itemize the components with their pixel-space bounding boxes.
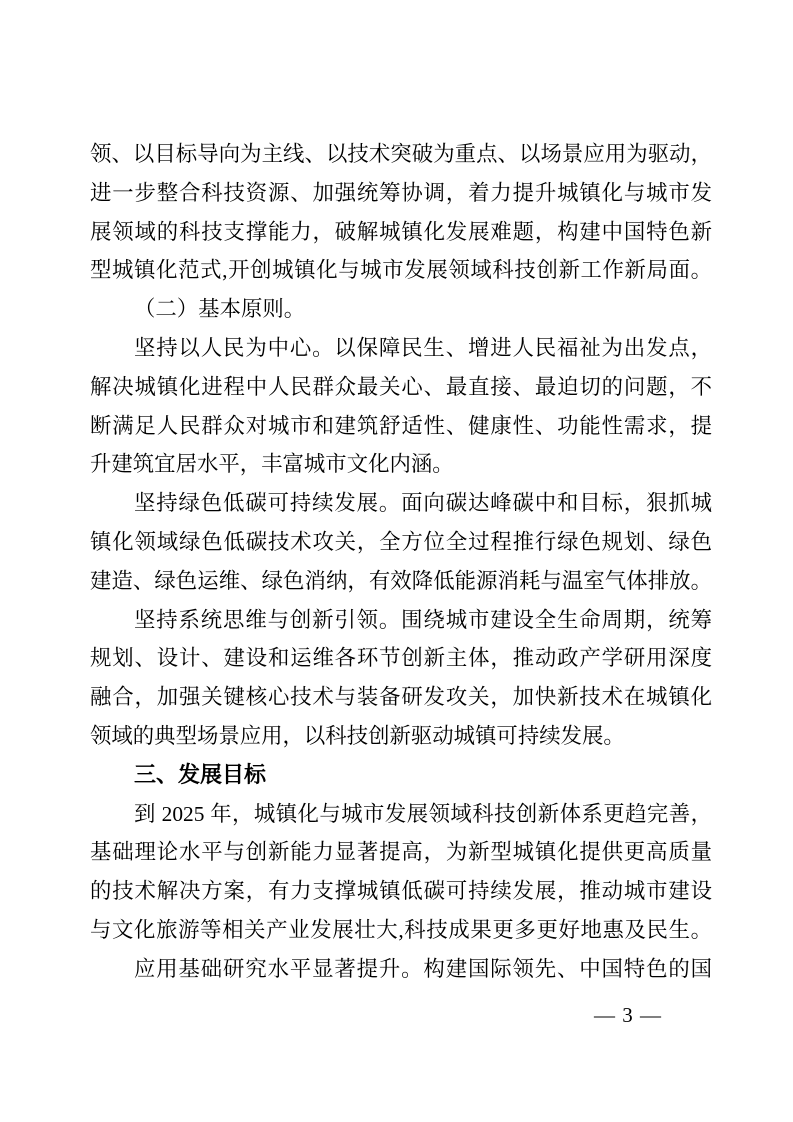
body-line: 建造、绿色运维、绿色消纳，有效降低能源消耗与温室气体排放。 (90, 568, 712, 593)
body-line: 与文化旅游等相关产业发展壮大,科技成果更多更好地惠及民生。 (90, 917, 712, 942)
document-text-block (90, 135, 712, 989)
body-line: 基础理论水平与创新能力显著提高，为新型城镇化提供更高质量 (90, 840, 712, 865)
subsection-heading: （二）基本原则。 (134, 297, 306, 322)
body-line: 升建筑宜居水平，丰富城市文化内涵。 (90, 452, 454, 477)
body-line: 应用基础研究水平显著提升。构建国际领先、中国特色的国 (134, 956, 712, 981)
body-line: 领域的典型场景应用，以科技创新驱动城镇可持续发展。 (90, 723, 625, 748)
body-line: 断满足人民群众对城市和建筑舒适性、健康性、功能性需求，提 (90, 413, 712, 438)
body-line: 领、以目标导向为主线、以技术突破为重点、以场景应用为驱动， (90, 142, 712, 166)
body-line: 规划、设计、建设和运维各环节创新主体，推动政产学研用深度 (90, 646, 712, 671)
body-line: 坚持以人民为中心。以保障民生、增进人民福祉为出发点， (134, 335, 712, 360)
page-number: — 3 — (594, 1003, 662, 1027)
body-line: 的技术解决方案，有力支撑城镇低碳可持续发展，推动城市建设 (90, 879, 712, 904)
body-line: 坚持绿色低碳可持续发展。面向碳达峰碳中和目标，狠抓城 (134, 491, 712, 516)
body-line: 到 2025 年，城镇化与城市发展领域科技创新体系更趋完善， (134, 801, 712, 826)
body-line: 坚持系统思维与创新引领。围绕城市建设全生命周期，统筹 (134, 607, 712, 632)
body-line: 镇化领域绿色低碳技术攻关，全方位全过程推行绿色规划、绿色 (90, 529, 712, 554)
body-line: 解决城镇化进程中人民群众最关心、最直接、最迫切的问题，不 (90, 374, 712, 399)
body-line: 进一步整合科技资源、加强统筹协调，着力提升城镇化与城市发 (90, 180, 712, 205)
section-heading: 三、发展目标 (134, 761, 267, 787)
body-line: 展领域的科技支撑能力，破解城镇化发展难题，构建中国特色新 (90, 219, 712, 244)
body-line: 融合，加强关键核心技术与装备研发攻关，加快新技术在城镇化 (90, 685, 712, 710)
body-line: 型城镇化范式,开创城镇化与城市发展领域科技创新工作新局面。 (90, 258, 712, 283)
